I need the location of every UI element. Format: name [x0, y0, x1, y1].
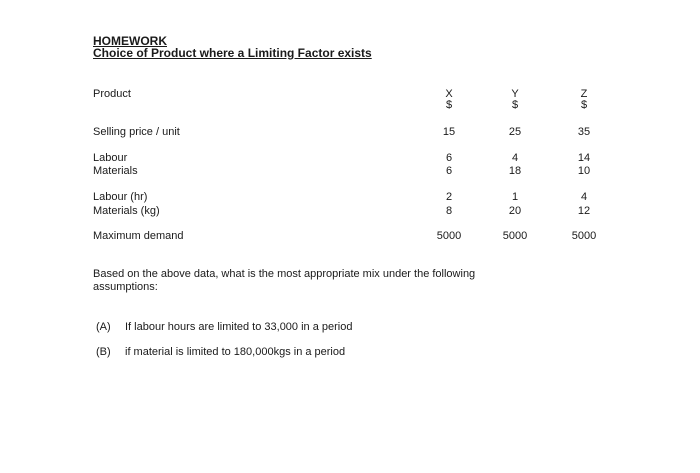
product-y-name: Y	[511, 88, 519, 100]
product-x-currency: $	[445, 99, 453, 111]
max-demand-z: 5000	[571, 230, 597, 242]
materials-cost-label: Materials	[93, 165, 138, 177]
document-subheading: Choice of Product where a Limiting Factor exists	[93, 46, 372, 60]
labour-cost-label: Labour	[93, 152, 128, 164]
product-x-name: X	[445, 88, 453, 100]
option-b-letter: (B)	[96, 346, 111, 358]
labour-hours-x: 2	[445, 191, 453, 203]
option-a-letter: (A)	[96, 321, 111, 333]
option-a-text: If labour hours are limited to 33,000 in a period	[125, 321, 353, 333]
selling-price-y: 25	[508, 126, 522, 138]
materials-kg-z: 12	[577, 205, 591, 217]
product-y-currency: $	[511, 99, 519, 111]
labour-cost-y: 4	[511, 152, 519, 164]
materials-cost-z: 10	[577, 165, 591, 177]
labour-cost-x: 6	[445, 152, 453, 164]
product-z-name: Z	[580, 88, 588, 100]
max-demand-x: 5000	[436, 230, 462, 242]
product-header-label: Product	[93, 88, 131, 100]
materials-kg-x: 8	[445, 205, 453, 217]
materials-kg-label: Materials (kg)	[93, 205, 160, 217]
materials-kg-y: 20	[508, 205, 522, 217]
max-demand-y: 5000	[502, 230, 528, 242]
question-text: Based on the above data, what is the most appropriate mix under the following assumptions:	[93, 268, 476, 293]
labour-hours-y: 1	[511, 191, 519, 203]
option-b-text: if material is limited to 180,000kgs in a period	[125, 346, 346, 358]
labour-hours-label: Labour (hr)	[93, 191, 148, 203]
document-heading: HOMEWORK	[93, 34, 167, 48]
selling-price-label: Selling price / unit	[93, 126, 180, 138]
labour-hours-z: 4	[580, 191, 588, 203]
materials-cost-y: 18	[508, 165, 522, 177]
labour-cost-z: 14	[577, 152, 591, 164]
materials-cost-x: 6	[445, 165, 453, 177]
selling-price-x: 15	[442, 126, 456, 138]
selling-price-z: 35	[577, 126, 591, 138]
max-demand-label: Maximum demand	[93, 230, 184, 242]
product-z-currency: $	[580, 99, 588, 111]
